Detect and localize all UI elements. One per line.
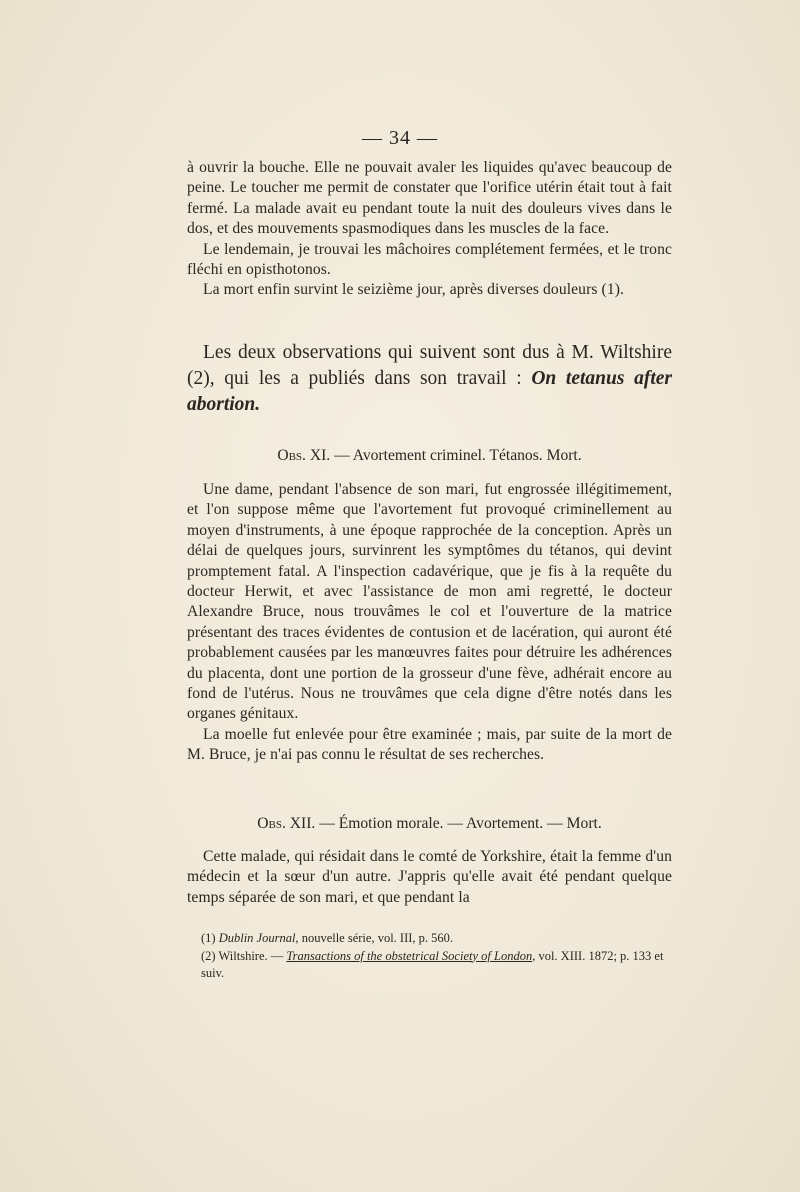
intro-text: Les deux observations qui suivent sont dus à M. Wiltshire (2), qui les a publiés dans son travail : xyxy=(187,342,672,389)
obs-xi-body xyxy=(187,480,672,766)
intro-section xyxy=(187,340,672,418)
paragraph-continuation: à ouvrir la bouche. Elle ne pouvait avaler les liquides qu'avec beaucoup de peine. Le toucher me permit de constater que l'orifice utérin était tout à fait fermé. La malade avait eu pendant toute la nuit des douleurs vives dans le dos, et des mouvements spasmodiques dans les muscles de la face. xyxy=(187,159,672,238)
page-number: — 34 — xyxy=(362,127,438,149)
obs-xii-title: — Émotion morale. — Avortement. — Mort. xyxy=(319,815,602,832)
opening-section xyxy=(187,158,672,301)
paragraph-death: La mort enfin survint le seizième jour, après diverses douleurs (1). xyxy=(203,281,625,299)
obs-xi-title: — Avortement criminel. Tétanos. Mort. xyxy=(334,447,582,464)
obs-xi-heading xyxy=(187,446,672,466)
obs-xi-label: Obs. XI. xyxy=(277,447,331,464)
obs-xii-body xyxy=(187,847,672,908)
footnote-1: (1) Dublin Journal, nouvelle série, vol. III, p. 560. xyxy=(201,931,454,945)
footnote-2: (2) Wiltshire. — Transactions of the obstetrical Society of London, vol. XIII. 1872; p. 133 et suiv. xyxy=(201,948,664,980)
intro-work-title: On tetanus after abortion. xyxy=(187,368,673,415)
obs-xii-heading xyxy=(187,814,672,834)
paragraph-next-day: Le lendemain, je trouvai les mâchoires complétement fermées, et le tronc fléchi en opisthotonos. xyxy=(187,240,672,279)
obs-xi-paragraph-1: Une dame, pendant l'absence de son mari, fut engrossée illégitimement, et l'on suppose même que l'avortement fut provoqué criminellement au moyen d'instruments, à une époque rapprochée de la conception. Après un délai de quelques jours, survinrent les symptômes du tétanos, qui devint promptement fatal. A l'inspection cadavérique, que je fis à la requête du docteur Herwit, et avec l'assistance de mon ami regretté, le docteur Alexandre Bruce, nous trouvâmes le col et l'ouverture de la matrice présentant des traces évidentes de contusion et de lacération, qui auront été probablement causées par les manœuvres faites pour détruire les adhérences du placenta, dont une portion de la grosseur d'une fève, adhérait encore au fond de l'utérus. Nous ne trouvâmes que cela digne d'être notés dans les organes génitaux. xyxy=(187,481,672,723)
obs-xii-label: Obs. XII. xyxy=(257,815,316,832)
obs-xi-paragraph-2: La moelle fut enlevée pour être examinée ; mais, par suite de la mort de M. Bruce, je n'ai pas connu le résultat de ses recherches. xyxy=(187,725,672,764)
footnotes xyxy=(187,930,672,983)
intro-paragraph xyxy=(187,340,672,418)
obs-xii-paragraph-1: Cette malade, qui résidait dans le comté de Yorkshire, était la femme d'un médecin et la sœur d'un autre. J'appris qu'elle avait été pendant quelque temps séparée de son mari, et que pendant la xyxy=(187,848,672,906)
